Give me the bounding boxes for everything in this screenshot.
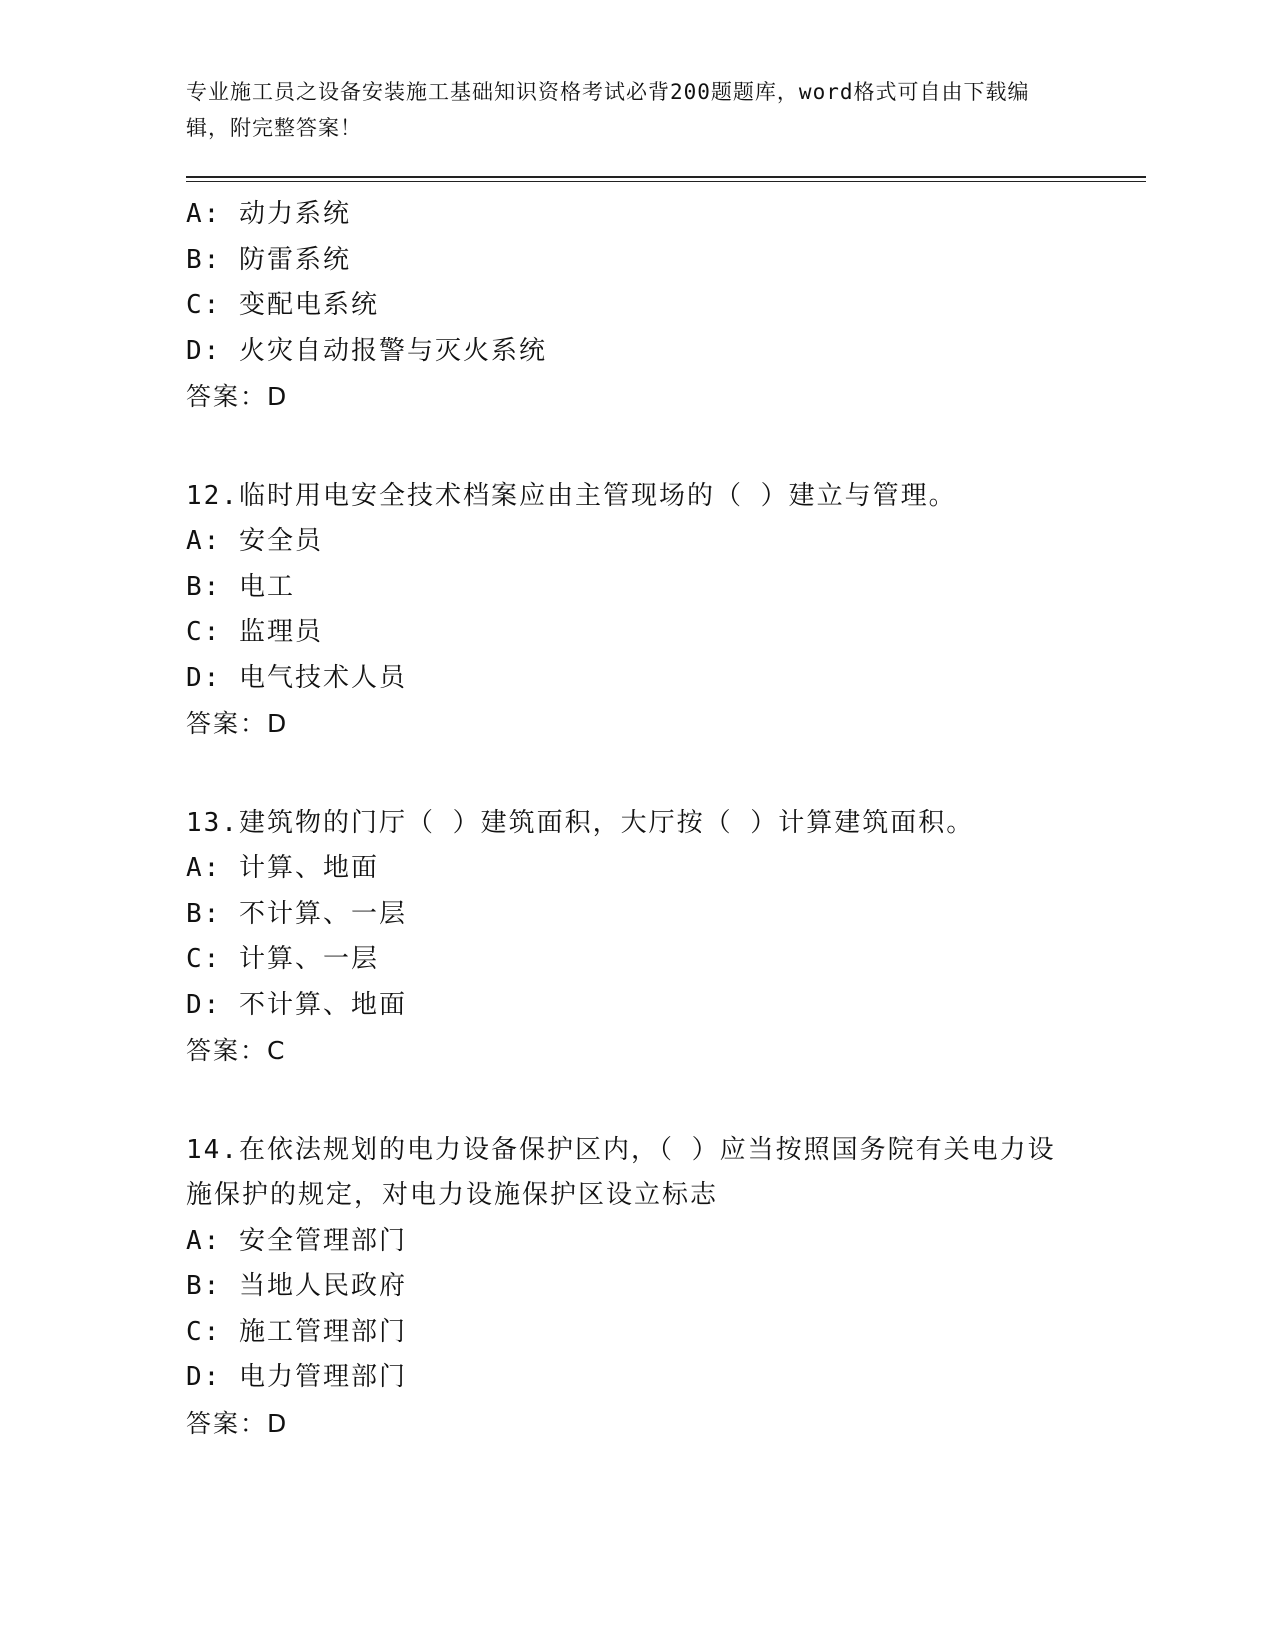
question-13 <box>186 801 1146 1074</box>
option-d: D: 不计算、地面 <box>186 989 407 1020</box>
question-stem: 14.在依法规划的电力设备保护区内，（ ）应当按照国务院有关电力设施保护的规定，对电力设施保护区设立标志 <box>186 1134 1056 1210</box>
option-d: D: 电气技术人员 <box>186 662 407 693</box>
answer: 答案：D <box>186 382 289 411</box>
option-b: B: 不计算、一层 <box>186 898 407 929</box>
answer: 答案：D <box>186 1408 289 1438</box>
option-d: D: 火灾自动报警与灭火系统 <box>186 335 547 366</box>
document-page <box>186 74 1146 1446</box>
option-c: C: 监理员 <box>186 617 323 647</box>
option-a: A: 动力系统 <box>186 199 351 229</box>
answer: 答案：C <box>186 1036 287 1065</box>
document-title: 专业施工员之设备安装施工基础知识资格考试必背200题题库，word格式可自由下载编辑，附完整答案！ <box>186 80 1030 140</box>
option-a: A: 安全员 <box>186 526 323 556</box>
option-d: D: 电力管理部门 <box>186 1362 407 1392</box>
option-c: C: 施工管理部门 <box>186 1316 407 1347</box>
option-b: B: 电工 <box>186 571 295 602</box>
option-c: C: 计算、一层 <box>186 944 379 974</box>
option-b: B: 当地人民政府 <box>186 1271 407 1301</box>
question-11 <box>186 192 1146 420</box>
answer: 答案：D <box>186 709 289 738</box>
question-stem: 12.临时用电安全技术档案应由主管现场的（ ）建立与管理。 <box>186 480 957 511</box>
option-b: B: 防雷系统 <box>186 244 351 275</box>
question-14 <box>186 1128 1146 1447</box>
option-a: A: 安全管理部门 <box>186 1225 407 1256</box>
option-c: C: 变配电系统 <box>186 290 379 320</box>
option-a: A: 计算、地面 <box>186 853 379 883</box>
question-12 <box>186 474 1146 747</box>
question-stem: 13.建筑物的门厅（ ）建筑面积，大厅按（ ）计算建筑面积。 <box>186 807 975 838</box>
header-divider <box>186 176 1146 182</box>
